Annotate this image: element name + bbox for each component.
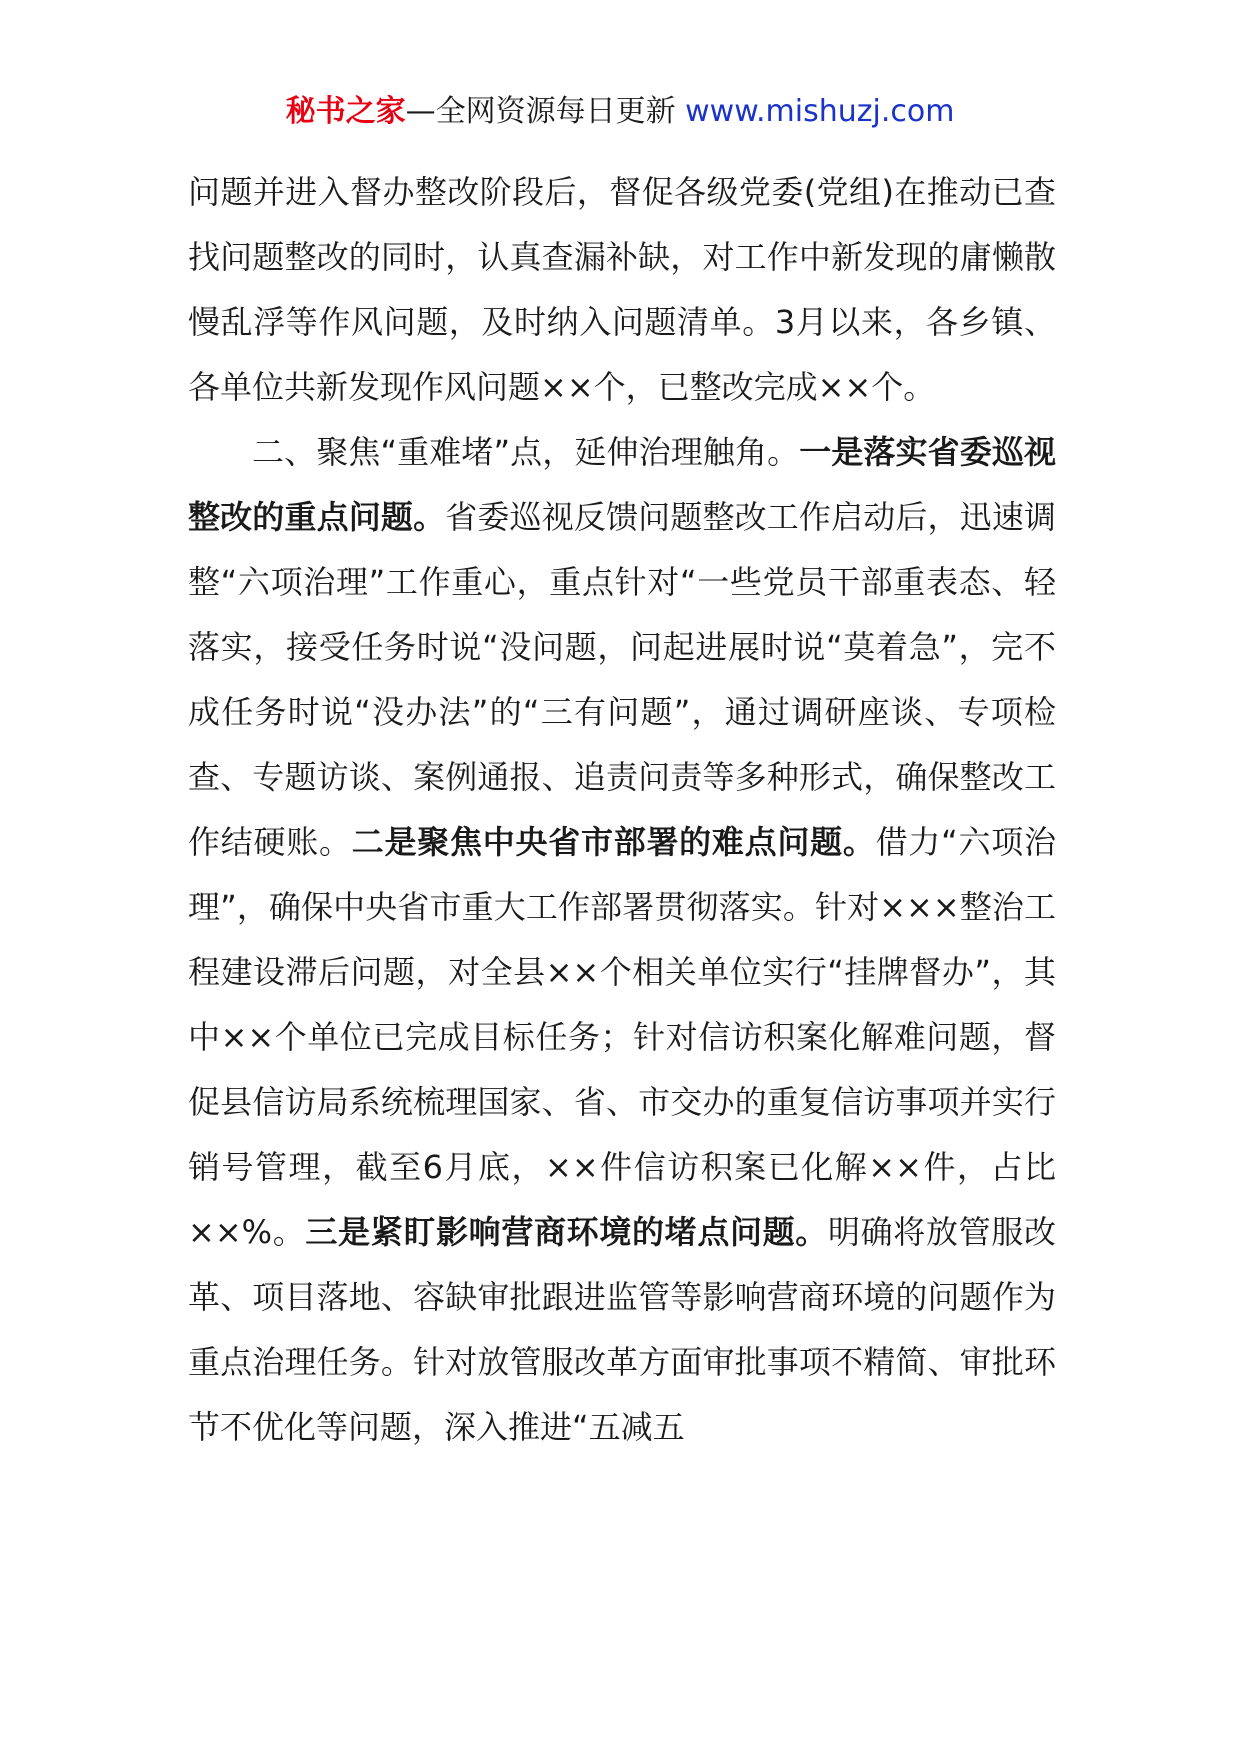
site-header xyxy=(0,92,1240,132)
paragraph-1: 问题并进入督办整改阶段后，督促各级党委(党组)在推动已查找问题整改的同时，认真查漏补缺，对工作中新发现的庸懒散慢乱浮等作风问题，及时纳入问题清单。3月以来，各乡镇、各单位共新发现作风问题××个，已整改完成××个。 xyxy=(188,173,1056,406)
point-1-title: 一是落实省委巡视整改的重点问题。 xyxy=(188,433,1056,536)
paragraph-2 xyxy=(188,420,1056,1460)
site-url[interactable]: www.mishuzj.com xyxy=(685,94,955,129)
point-1-text: 省委巡视反馈问题整改工作启动后，迅速调整“六项治理”工作重心，重点针对“一些党员干部重表态、轻落实，接受任务时说“没问题，问起进展时说“莫着急”，完不成任务时说“没办法”的“三有问题”，通过调研座谈、专项检查、专题访谈、案例通报、追责问责等多种形式，确保整改工作结硬账。 xyxy=(188,498,1056,861)
site-brand: 秘书之家 xyxy=(285,94,406,129)
point-2-text: 借力“六项治理”，确保中央省市重大工作部署贯彻落实。针对×××整治工程建设滞后问题，对全县××个相关单位实行“挂牌督办”，其中××个单位已完成目标任务；针对信访积案化解难问题，督促县信访局系统梳理国家、省、市交办的重复信访事项并实行销号管理，截至6月底，××件信访积案已化解××件，占比××%。 xyxy=(188,823,1056,1251)
section-heading: 二、聚焦“重难堵”点，延伸治理触角。 xyxy=(252,433,800,471)
document-body xyxy=(188,160,1056,1460)
point-2-title: 二是聚焦中央省市部署的难点问题。 xyxy=(351,823,876,861)
point-3-title: 三是紧盯影响营商环境的堵点问题。 xyxy=(305,1213,828,1251)
site-tagline: —全网资源每日更新 xyxy=(405,94,686,129)
point-3-text: 明确将放管服改革、项目落地、容缺审批跟进监管等影响营商环境的问题作为重点治理任务。针对放管服改革方面审批事项不精简、审批环节不优化等问题，深入推进“五减五 xyxy=(188,1213,1056,1446)
